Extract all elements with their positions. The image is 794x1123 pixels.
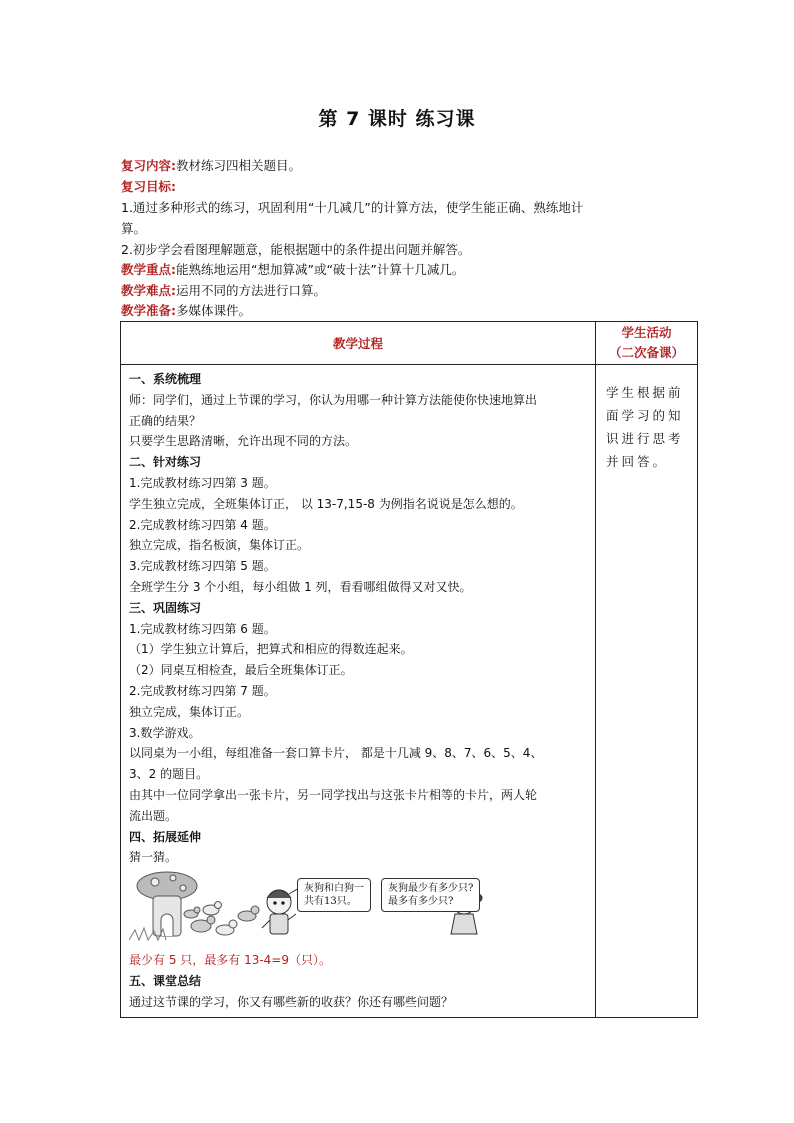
bubble-1-line2: 共有13只。 bbox=[304, 896, 357, 908]
process-line: （1）学生独立计算后，把算式和相应的得数连起来。 bbox=[129, 642, 413, 657]
summary-text: 通过这节课的学习，你又有哪些新的收获？你还有哪些问题？ bbox=[129, 994, 454, 1009]
process-line: 独立完成，集体订正。 bbox=[129, 704, 250, 719]
process-line: 全班学生分 3 个小组，每小组做 1 列，看看哪组做得又对又快。 bbox=[129, 579, 472, 594]
answer-line: 最少有 5 只，最多有 13-4=9（只）。 bbox=[129, 953, 332, 968]
header-teaching-process: 教学过程 bbox=[121, 322, 596, 365]
process-line: 猜一猜。 bbox=[129, 850, 178, 865]
header-side-line2: （二次备课） bbox=[608, 345, 684, 360]
process-line: 师：同学们，通过上节课的学习，你认为用哪一种计算方法能使你快速地算出 bbox=[129, 392, 538, 407]
review-goal-label bbox=[121, 177, 681, 197]
bubble-2-line2: 最多有多少只? bbox=[388, 896, 454, 908]
process-line: （2）同桌互相检查，最后全班集体订正。 bbox=[129, 663, 353, 678]
difficulty-text: 运用不同的方法进行口算。 bbox=[176, 283, 327, 298]
process-cell bbox=[121, 365, 596, 1018]
process-line: 3.数学游戏。 bbox=[129, 725, 201, 740]
goal-2: 2.初步学会看图理解题意，能根据题中的条件提出问题并解答。 bbox=[121, 242, 471, 257]
lesson-plan-table bbox=[120, 321, 698, 1018]
dogs-icon bbox=[184, 902, 259, 936]
header-side-line1: 学生活动 bbox=[621, 325, 672, 340]
process-line: 正确的结果？ bbox=[129, 413, 202, 428]
boy-icon bbox=[262, 890, 296, 934]
section-heading: 四、拓展延伸 bbox=[129, 829, 202, 844]
review-content-label: 复习内容: bbox=[121, 158, 176, 173]
preparation bbox=[121, 301, 681, 321]
student-activity-cell: 学生根据前面学习的知识进行思考并回答。 bbox=[596, 365, 698, 1018]
speech-bubble-girl bbox=[381, 878, 480, 912]
process-line: 只要学生思路清晰，允许出现不同的方法。 bbox=[129, 434, 358, 449]
goal-1: 1.通过多种形式的练习，巩固利用“十几减几”的计算方法，使学生能正确、熟练地计 bbox=[121, 200, 584, 215]
process-line: 1.完成教材练习四第 6 题。 bbox=[129, 621, 276, 636]
key-point-label: 教学重点: bbox=[121, 262, 176, 277]
process-lines bbox=[129, 369, 589, 868]
process-line: 独立完成，指名板演，集体订正。 bbox=[129, 538, 310, 553]
speech-bubble-boy bbox=[297, 878, 371, 912]
process-line: 3、2 的题目。 bbox=[129, 767, 209, 782]
process-line: 2.完成教材练习四第 4 题。 bbox=[129, 517, 276, 532]
illustration bbox=[129, 868, 589, 950]
process-line: 流出题。 bbox=[129, 808, 178, 823]
process-line: 3.完成教材练习四第 5 题。 bbox=[129, 559, 276, 574]
process-line: 以同桌为一小组，每组准备一套口算卡片， 都是十几减 9、8、7、6、5、4、 bbox=[129, 746, 543, 761]
review-goal-label-text: 复习目标: bbox=[121, 179, 176, 194]
review-content bbox=[121, 156, 681, 176]
difficulty-label: 教学难点: bbox=[121, 283, 176, 298]
page-title: 第 7 课时 练习课 bbox=[318, 108, 476, 130]
goal-1-cont: 算。 bbox=[121, 221, 147, 236]
bubble-1-line1: 灰狗和白狗一 bbox=[304, 883, 364, 895]
summary-heading: 五、课堂总结 bbox=[129, 973, 202, 988]
mushroom-house-icon bbox=[137, 872, 197, 936]
section-heading: 二、针对练习 bbox=[129, 455, 202, 470]
review-content-text: 教材练习四相关题目。 bbox=[176, 158, 302, 173]
process-line: 学生独立完成，全班集体订正， 以 13-7,15-8 为例指名说说是怎么想的。 bbox=[129, 496, 523, 511]
process-line: 2.完成教材练习四第 7 题。 bbox=[129, 683, 276, 698]
bubble-2-line1: 灰狗最少有多少只? bbox=[388, 883, 474, 895]
section-heading: 一、系统梳理 bbox=[129, 372, 202, 386]
preparation-text: 多媒体课件。 bbox=[176, 303, 252, 318]
key-point-text: 能熟练地运用“想加算减”或“破十法”计算十几减几。 bbox=[176, 262, 465, 277]
difficulty bbox=[121, 281, 681, 301]
header-student-activity bbox=[596, 322, 698, 365]
process-line: 1.完成教材练习四第 3 题。 bbox=[129, 475, 276, 490]
key-point bbox=[121, 260, 681, 280]
preparation-label: 教学准备: bbox=[121, 303, 176, 318]
section-heading: 三、巩固练习 bbox=[129, 600, 202, 615]
process-line: 由其中一位同学拿出一张卡片，另一同学找出与这张卡片相等的卡片，两人轮 bbox=[129, 787, 538, 802]
